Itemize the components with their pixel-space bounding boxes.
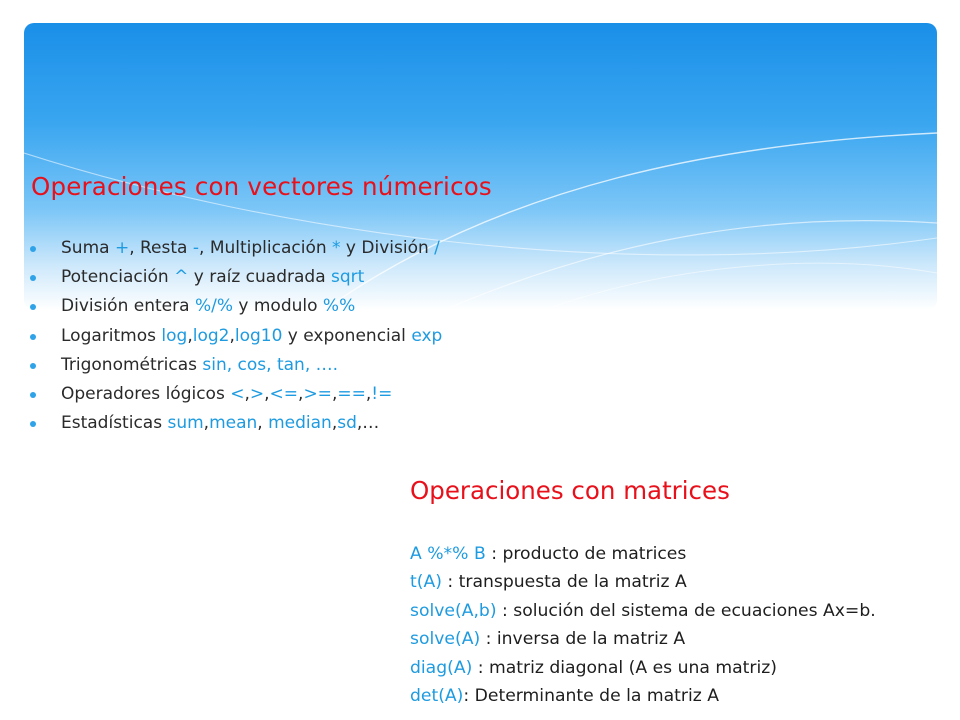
code-keyword: median [268,413,332,434]
matrix-operation-item [410,682,876,710]
item-text: , [257,413,269,434]
item-text: , Resta [129,238,193,258]
code-keyword: det(A) [410,686,464,707]
item-text: Suma [61,238,115,258]
item-text: : Determinante de la matriz A [463,686,719,707]
item-text: Trigonométricas [61,354,203,375]
code-keyword: t(A) [410,572,442,593]
item-text: : inversa de la matriz A [480,629,686,650]
item-text: , [264,384,270,405]
matrix-operation-item [410,654,876,682]
vector-operation-item [30,234,442,263]
item-text: , Multiplicación [199,238,333,258]
item-text: : solución del sistema de ecuaciones Ax=b. [496,600,876,621]
matrix-operation-item [410,597,876,625]
item-text: , [298,384,304,405]
vector-operation-item [30,292,442,321]
code-keyword: >= [303,384,332,405]
item-text: y División [340,238,435,258]
item-text: Logaritmos [61,325,162,346]
item-text: , [331,413,338,434]
code-keyword: + [114,238,130,258]
code-keyword: solve(A) [410,629,481,650]
code-keyword: %% [322,296,356,317]
code-keyword: exp [411,325,443,346]
code-keyword: diag(A) [410,657,473,678]
matrix-operation-item [410,540,876,568]
item-text: , [229,325,235,346]
item-text: División entera [61,296,195,317]
code-keyword: - [192,238,200,258]
item-text: , [244,384,250,405]
vectors-operations-list [30,234,442,438]
code-keyword: sum [167,413,204,434]
code-keyword: A %*% B [410,544,486,564]
code-keyword: %/% [194,296,233,317]
code-keyword: * [332,238,341,258]
item-text: : transpuesta de la matriz A [441,572,687,593]
item-text: , [203,413,210,434]
code-keyword: sd [337,413,357,434]
code-keyword: / [434,238,440,258]
code-keyword: != [371,384,393,405]
matrix-operation-item [410,625,876,653]
item-text: Potenciación [61,267,175,288]
code-keyword: solve(A,b) [410,600,497,621]
matrices-title: Operaciones con matrices [410,476,730,505]
item-text: y raíz cuadrada [188,267,332,288]
vectors-title: Operaciones con vectores númericos [31,172,492,201]
code-keyword: < [230,384,245,405]
item-text: Estadísticas [61,413,168,434]
code-keyword: log2 [192,325,230,346]
item-text: : producto de matrices [485,544,687,564]
vector-operation-item [30,322,442,351]
vector-operation-item [30,263,442,292]
code-keyword: > [249,384,265,405]
item-text: , [187,325,193,346]
vector-operation-item [30,380,442,409]
code-keyword: sin, cos, tan, …. [202,354,339,375]
code-keyword: sqrt [331,267,365,288]
code-keyword: ^ [174,267,189,288]
item-text: y modulo [232,296,323,317]
item-text: , [365,384,372,405]
item-text: : matriz diagonal (A es una matriz) [472,657,777,678]
item-text: Operadores lógicos [61,384,231,405]
matrix-operation-item [410,568,876,596]
matrices-operations-list [410,540,876,710]
code-keyword: == [337,384,366,405]
vector-operation-item [30,351,442,380]
code-keyword: <= [269,384,299,405]
item-text: y exponencial [282,325,412,346]
item-text: ,… [356,413,380,434]
item-text: , [331,384,338,405]
code-keyword: log [161,325,188,346]
code-keyword: log10 [234,325,283,346]
vector-operation-item [30,409,442,438]
code-keyword: mean [209,413,258,434]
